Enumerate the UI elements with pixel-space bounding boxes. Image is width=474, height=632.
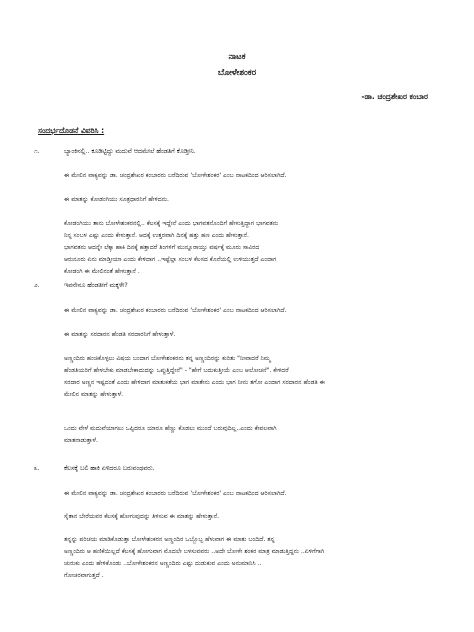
author-name: -ಡಾ. ಚಂದ್ರಶೇಖರ ಕಂಬಾರ (361, 92, 428, 101)
answer-paragraph: ಕೋಡಂಗಿಯು ತಾನು ಬೋಳೇಶಂಕರನಲ್ಲಿ.. ಕೆಲಸಕ್ಕೆ ಇದ್ದೇನೆ ಎಂದು ಭಾಗವತನೊಂದಿಗೆ ಹೇಳುತ್ತಿದ್ದಾಗ ಭಾಗವತನು ನಿನ್ನ ಸಂಬಳ ಎಷ್ಟು ಎಂದು ಕೇಳುತ್ತಾನೆ. ಆದಕ್ಕೆ ಉತ್ತರವಾಗಿ ದಿನಕ್ಕೆ ಹತ್ತು ಹಣ ಎಂದು ಹೇಳುತ್ತಾನೆ. ಭಾಗವತನು ಆದನ್ನೇ ಲೆಕ್ಕಾ ಹಾಕಿ ದಿನಕ್ಕೆ ಹತ್ತಾದರೆ ತಿಂಗಳಿಗೆ ಮುನ್ನೂರಾಯ್ತು ವರ್ಷಕ್ಕೆ ಮೂರು ಸಾವಿರದ ಆರುನೂರು ಏನು ಮಾಡ್ತೀಯಾ ಎಂದು ಕೇಳಿದಾಗ ..ಇಷ್ಟೆಲ್ಲಾ ಸಂಬಳ ಕೆಲಸದ ಕೊನೆಯಲ್ಲಿ ಉಳಿಯುತ್ತದೆ ಎಂದಾಗ ಕೋಡಂಗಿ ಈ ಮೇಲಿನಂತೆ ಹೇಳುತ್ತಾನೆ . (64, 220, 279, 275)
answer-paragraph: ಈ ಮೇಲಿನ ವಾಕ್ಯವನ್ನು ಡಾ. ಚಂದ್ರಶೇಖರ ಕಂಬಾರರು ಬರೆದಿರುವ 'ಬೋಳೇಶಂಕರ' ಎಂಬ ನಾಟಕದಿಂದ ಆರಿಸಲಾಗಿದೆ. (64, 307, 287, 314)
answer-paragraph: ತನ್ನನ್ನು ಪರಿಚಯ ಮಾಡಿಕೊಡುತ್ತಾ ಬೋಳೇಶಂಕರನ ಅಣ್ಣಂದಿರ ಒಬ್ಬೊಬ್ಬ ಹೆಳುವಾಗ ಈ ಮಾತು ಬಂದಿದೆ. ತನ್ನ ಅಣ್ಣಂದಿರು ಆ ಹಣಿಕೆಯಿಲ್ಲದೆ ಕೆಲಸಕ್ಕೆ ಹೋಗುವಾಗ ಮೊದಲೇ ಬಳಸುವವರು ..ಅದೇ ಬೋಳೇ ಶಂಕರ ಮಾತ್ರ ಮಾಡುತ್ತಿದ್ದನು ..ಏಳಿಗೆಗಾಗಿ ಚುರುಕು ಎಂದು ಹೇಳಿಕೊಂಡು ..ಬೋಳೇಶಂಕರನ ಅಣ್ಣಂದಿರು ಎಷ್ಟು ದುಡುಕುವ ಎಂದು ಅನುಮಾನಿಸಿ .. ಗೋಚರವಾಗುತ್ತದೆ . (64, 536, 325, 579)
answer-paragraph: ಈ ಮಾತನ್ನು ಸರದಾರನ ಹೆಂಡತಿ ಸರದಾರನಿಗೆ ಹೇಳುತ್ತಾಳೆ. (64, 331, 176, 338)
document-subtitle: ಬೋಳೇಶಂಕರ (217, 68, 257, 78)
answer-paragraph: ಅಣ್ಣಂದಿರು ಹಂಚಿಕೊಳ್ಳಲು ವಿಷಯ ಬಂದಾಗ ಬೋಳೇಶಂಕರನು ತನ್ನ ಅಣ್ಣಂದಿರನ್ನು ಕುರಿತು "ನೀವಾದರೆ ನಿಮ್ಮ ಹೆಂಡತಿಯರಿಗೆ ಹೇಳಬೇಕು ಮಾಡಬೇಕಾದುದನ್ನು ಒಪ್ಪುತ್ತಿದ್ದೇನೆ" - "ಹೇಗೆ ಬದುಕುತ್ತೀಯೆ ಎಂಬ ಆಲೋಚನೆ". ಕೇಳಿದರೆ ಸರದಾರ ಅಣ್ಣನ ಇಷ್ಟದಂತೆ ಎಂದು ಹೇಳಿದಾಗ ಮಾತುಕತೆಯ ಭಾಗ ಮಾತೇನು ಎಂದು ಭಾಗ ನೀನು ತಗೋ ಎಂದಾಗ ಸರದಾರನ ಹೆಂಡತಿ ಈ ಮೇಲಿನ ಮಾತನ್ನು ಹೇಳುತ್ತಾಳೆ. (64, 355, 325, 398)
question-3 (34, 465, 155, 473)
question-text: ಕೆಲಸಕ್ಕೆ ಬಲಿ ಹಾಕಿ ಏಳಿದರೂ ಬರುವಂಥವರು. (64, 465, 155, 472)
question-text: ಬ್ಯಾಂಕಿನಲ್ಲಿ.. ಕೂಡಿಟ್ಟಿದ್ದು ಮದುವೆ ಆದಮೇಲೆ ಹೆಂಡತಿಗೆ ಕೊಡ್ತೀನಿ. (64, 148, 196, 155)
question-number: ೩. (34, 465, 40, 472)
answer-paragraph: ಒಂದು ವೇಳೆ ಮದುವೆಯಾಗಲು ಒಪ್ಪಿದರೂ ಯಾರೂ ಹೆಣ್ಣು ಕೊಡಲು ಮುಂದೆ ಬರುವುದಿಲ್ಲ..ಎಂದು ಕೇವಲವಾಗಿ ಮಾತನಾಡುತ್ತಾಳೆ. (64, 425, 277, 444)
document-title: ನಾಟಕ (228, 52, 246, 62)
answer-paragraph: ಸೈತಾನ ಬೇರೆಯವರ ಕೆಲಸಕ್ಕೆ ಹೋಗುವುದನ್ನು ತಿಳಿಸುವ ಈ ಮಾತನ್ನು ಹೇಳುತ್ತಾನೆ. (64, 513, 220, 520)
question-number: ೧. (34, 148, 40, 155)
question-1 (34, 148, 196, 156)
answer-paragraph: ಈ ಮಾತನ್ನು ಕೋಡಂಗಿಯು ಸೂತ್ರಧಾರನಿಗೆ ಹೇಳಿದನು. (64, 196, 169, 203)
section-heading: ಸಂದರ್ಭದೊಡನೆ ವಿವರಿಸಿ : (38, 126, 105, 135)
answer-paragraph: ಈ ಮೇಲಿನ ವಾಕ್ಯವನ್ನು ಡಾ. ಚಂದ್ರಶೇಖರ ಕಂಬಾರರು ಬರೆದಿರುವ 'ಬೋಳೇಶಂಕರ' ಎಂಬ ನಾಟಕದಿಂದ ಆರಿಸಲಾಗಿದೆ. (64, 172, 287, 179)
question-number: ೨. (34, 282, 40, 289)
question-2 (34, 282, 128, 290)
question-text: ಇವನೇನೂ ಹೆಂಡತೀಗೆ ಮಕ್ಕಳೇ? (64, 282, 128, 289)
answer-paragraph: ಈ ಮೇಲಿನ ವಾಕ್ಯವನ್ನು ಡಾ. ಚಂದ್ರಶೇಖರ ಕಂಬಾರರು ಬರೆದಿರುವ 'ಬೋಳೇಶಂಕರ' ಎಂಬ ನಾಟಕದಿಂದ ಆರಿಸಲಾಗಿದೆ. (64, 490, 287, 497)
